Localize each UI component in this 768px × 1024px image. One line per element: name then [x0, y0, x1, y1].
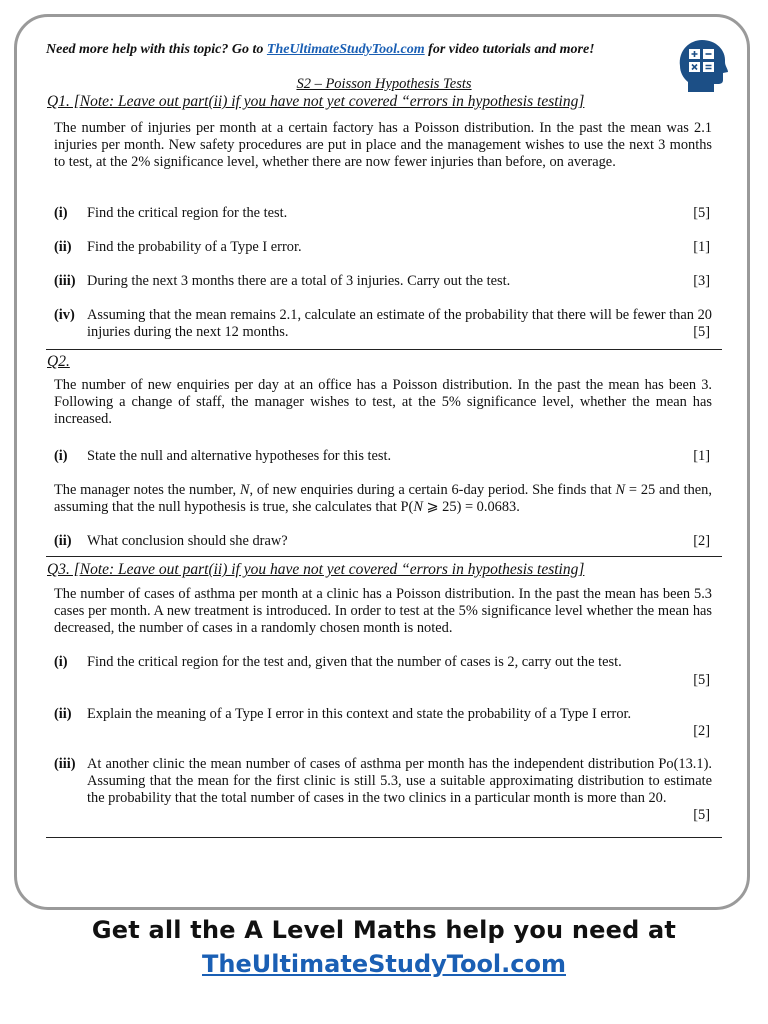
q3-heading: Q3. [Note: Leave out part(ii) if you have not yet covered “errors in hypothesis testing]	[47, 561, 585, 578]
q3-intro: The number of cases of asthma per month at a clinic has a Poisson distribution. In the past the mean has been 5.3 cases per month. A new treatment is introduced. In order to test at the 5% significance level whether the mean has decreased, the number of cases in a randomly chosen month is noted.	[54, 586, 712, 636]
q1-intro: The number of injuries per month at a certain factory has a Poisson distribution. In the past the mean was 2.1 injuries per month. New safety procedures are put in place and the management wishes to use the next 3 months to test, at the 2% significance level, whether there are now fewer injuries than before, on average.	[54, 120, 712, 170]
part-text: State the null and alternative hypotheses for this test.	[87, 448, 392, 464]
part-text: Assuming that the mean remains 2.1, calculate an estimate of the probability that there will be fewer than 20 injuries during the next 12 months.	[87, 307, 712, 340]
variable-n: N	[615, 482, 626, 498]
part-marks: [5]	[693, 807, 710, 823]
text-run: , of new enquiries during a certain 6-day period. She finds that	[249, 482, 616, 498]
variable-n: N	[413, 499, 423, 515]
variable-n: N	[239, 482, 250, 498]
footer-tagline: Get all the A Level Maths help you need at	[91, 916, 677, 944]
part-marks: [3]	[693, 273, 710, 289]
part-number: (i)	[54, 654, 68, 670]
help-prefix: Need more help with this topic? Go to	[46, 42, 267, 57]
part-number: (ii)	[54, 239, 72, 255]
part-number: (iii)	[54, 756, 76, 772]
text-run: The manager notes the number,	[54, 482, 240, 498]
help-suffix: for video tutorials and more!	[424, 42, 595, 57]
help-banner	[46, 42, 686, 58]
part-text: During the next 3 months there are a total of 3 injuries. Carry out the test.	[87, 273, 511, 289]
q2-heading: Q2.	[47, 353, 70, 370]
part-number: (ii)	[54, 706, 72, 722]
part-marks: [5]	[693, 672, 710, 688]
footer-link[interactable]: TheUltimateStudyTool.com	[202, 950, 566, 978]
part-number: (i)	[54, 448, 68, 464]
part-number: (i)	[54, 205, 68, 221]
q2-intro: The number of new enquiries per day at an office has a Poisson distribution. In the past the mean has been 3. Following a change of staff, the manager wishes to test, at the 5% significance level, whether the mean has increased.	[54, 377, 712, 427]
divider	[46, 556, 722, 557]
part-text: Find the critical region for the test.	[87, 205, 288, 221]
part-marks: [1]	[693, 448, 710, 464]
q1-heading: Q1. [Note: Leave out part(ii) if you have not yet covered “errors in hypothesis testing]	[47, 93, 585, 110]
divider	[46, 349, 722, 350]
part-marks: [2]	[693, 533, 710, 549]
part-text: What conclusion should she draw?	[87, 533, 288, 549]
part-number: (iv)	[54, 307, 75, 323]
part-text: Find the critical region for the test and, given that the number of cases is 2, carry out the test.	[87, 654, 622, 670]
part-text: At another clinic the mean number of cases of asthma per month has the independent distribution Po(13.1). Assuming that the mean for the first clinic is still 5.3, use a suitable approximating distribution to estimate the probability that the total number of cases in the two clinics in a particular month is more than 20.	[87, 756, 712, 806]
part-number: (ii)	[54, 533, 72, 549]
part-marks: [2]	[693, 723, 710, 739]
text-run: ⩾ 25) = 0.0683.	[422, 499, 520, 515]
text-run: = 25 and then, assuming that the null hypothesis is true, she calculates that P(	[54, 482, 712, 515]
part-text: Find the probability of a Type I error.	[87, 239, 302, 255]
part-marks: [5]	[693, 324, 710, 340]
footer-link-row	[0, 950, 768, 978]
divider	[46, 837, 722, 838]
part-number: (iii)	[54, 273, 76, 289]
help-link[interactable]: TheUltimateStudyTool.com	[266, 42, 425, 57]
part-marks: [5]	[693, 205, 710, 221]
part-text: Explain the meaning of a Type I error in this context and state the probability of a Type I error.	[87, 706, 632, 722]
q2-middle-text	[54, 482, 712, 516]
part-marks: [1]	[693, 239, 710, 255]
worksheet-title: S2 – Poisson Hypothesis Tests	[296, 76, 472, 92]
